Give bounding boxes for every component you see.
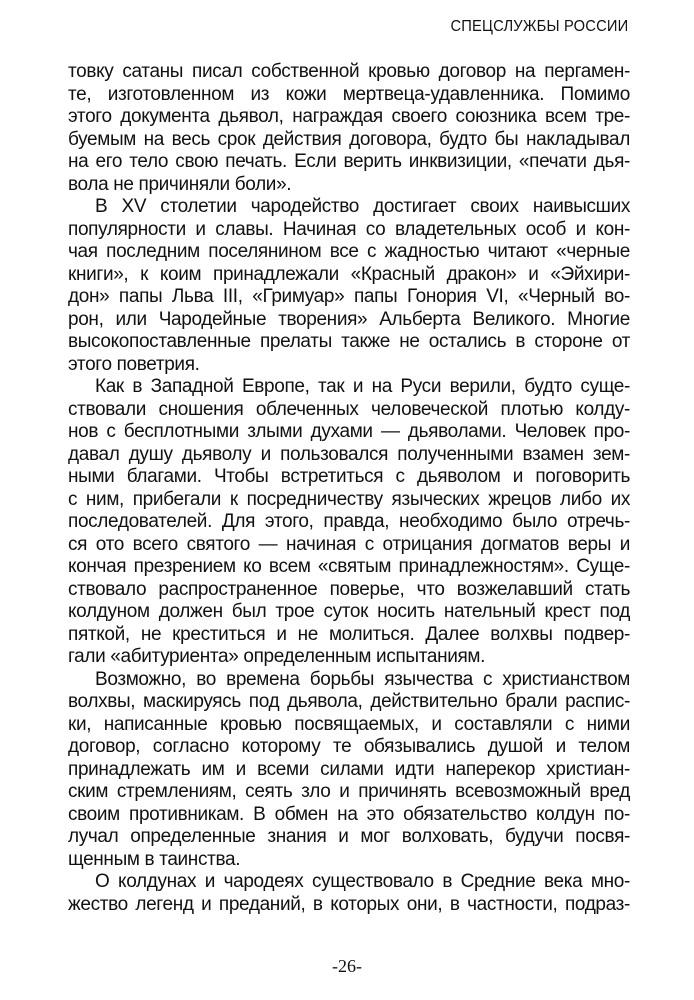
text-line: пяткой, не креститься и не молиться. Далее волхвы подвер- [68, 623, 630, 645]
text-line: книги», к коим принадлежали «Красный дракон» и «Эйхири- [68, 263, 630, 285]
text-line: давал душу дьяволу и пользовался полученными взамен зем- [68, 443, 630, 465]
text-line: гали «абитуриента» определенным испытаниям. [68, 646, 486, 667]
body-text [68, 61, 630, 916]
paragraph-first-line: Как в Западной Европе, так и на Руси верили, будто суще- [95, 376, 630, 397]
text-line: ствовали сношения облеченных человеческой плотью колду- [68, 398, 630, 420]
text-line: последователей. Для этого, правда, необходимо было отречь- [68, 511, 630, 532]
text-line: ными благами. Чтобы встретиться с дьяволом и поговорить [68, 466, 630, 487]
text-line: принадлежать им и всеми силами идти наперекор христиан- [68, 758, 630, 780]
text-line: ся ото всего святого — начиная с отрицания догматов веры и [68, 533, 630, 555]
paragraph-first-line: О колдунах и чародеях существовало в Средние века мно- [95, 871, 630, 892]
running-title: СПЕЦСЛУЖБЫ РОССИИ [450, 18, 628, 35]
text-line: высокопоставленные прелаты также не остались в стороне от [68, 331, 630, 352]
text-line: чая последним поселянином все с жадностью читают «черные [68, 241, 630, 262]
text-line: щенным в таинства. [68, 848, 241, 870]
text-line: договор, согласно которому те обязывались душой и телом [68, 736, 630, 757]
text-line: жество легенд и преданий, в которых они, в частности, подраз- [68, 893, 630, 915]
paragraph-first-line: В XV столетии чародейство достигает своих наивысших [95, 196, 630, 217]
text-line: ским стремлениям, сеять зло и причинять всевозможный вред [68, 781, 630, 802]
text-line: лучал определенные знания и мог волховать, будучи посвя- [68, 826, 630, 847]
paragraph-first-line: Возможно, во времена борьбы язычества с христианством [95, 668, 630, 690]
text-line: с ним, прибегали к посредничеству языческих жрецов либо их [68, 488, 630, 510]
text-line: колдуном должен был трое суток носить нательный крест под [68, 601, 630, 622]
text-line: буемым на весь срок действия договора, будто бы накладывал [68, 128, 630, 150]
text-line: ки, написанные кровью посвящаемых, и составляли с ними [68, 713, 630, 735]
text-line: своим противникам. В обмен на это обязательство колдун по- [68, 803, 630, 825]
text-line: те, изготовленном из кожи мертвеца-удавленника. Помимо [68, 83, 630, 105]
text-line: этого документа дьявол, награждая своего союзника всем тре- [68, 106, 630, 127]
text-line: этого поветрия. [68, 353, 200, 375]
text-line: популярности и славы. Начиная со владетельных особ и кон- [68, 218, 630, 240]
text-line: волхвы, маскируясь под дьявола, действительно брали распис- [68, 691, 630, 712]
page-number: -26- [332, 956, 362, 976]
text-line: ствовало распространенное поверье, что возжелавший стать [68, 578, 630, 600]
text-line: рон, или Чародейные творения» Альберта Великого. Многие [68, 308, 630, 330]
text-line: вола не причиняли боли». [68, 173, 292, 195]
text-line: на его тело свою печать. Если верить инквизиции, «печати дья- [68, 151, 630, 172]
text-line: товку сатаны писал собственной кровью договор на пергамен- [68, 61, 630, 82]
text-line: дон» папы Льва III, «Гримуар» папы Гонория VI, «Черный во- [68, 286, 630, 307]
text-line: нов с бесплотными злыми духами — дьяволами. Человек про- [68, 421, 630, 442]
text-line: кончая презрением ко всем «святым принадлежностям». Суще- [68, 556, 630, 577]
